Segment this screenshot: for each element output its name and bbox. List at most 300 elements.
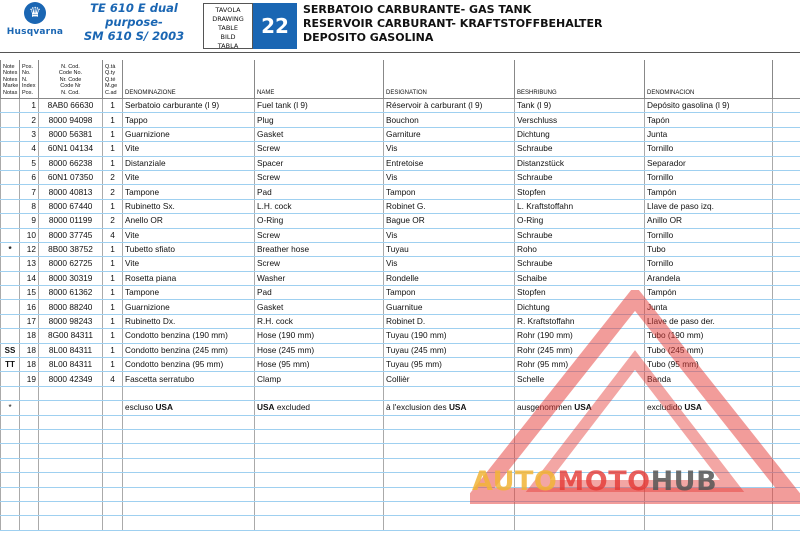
- cell-fr: Tampon: [384, 286, 515, 300]
- cell-es: Tornillo: [645, 228, 773, 242]
- cell-fr: Robinet G.: [384, 199, 515, 213]
- cell-empty: [1, 487, 20, 501]
- cell-es: Tornillo: [645, 142, 773, 156]
- cell-es: Depósito gasolina (l 9): [645, 99, 773, 113]
- cell-extra: [773, 170, 800, 184]
- cell-es: Tampón: [645, 185, 773, 199]
- cell-es: Banda: [645, 372, 773, 386]
- cell-note: [1, 214, 20, 228]
- cell-de: Tank (l 9): [515, 99, 645, 113]
- cell-en: Breather hose: [255, 242, 384, 256]
- cell-es: Llave de paso izq.: [645, 199, 773, 213]
- cell-es: Tubo (190 mm): [645, 329, 773, 343]
- footnote-en: [255, 401, 384, 415]
- cell-note: [1, 185, 20, 199]
- cell-de: Schraube: [515, 142, 645, 156]
- table-number: 22: [253, 3, 297, 49]
- col-header-extra: [773, 60, 800, 99]
- cell-note: [1, 286, 20, 300]
- table-row: [1, 300, 800, 314]
- cell-pos: 8: [20, 199, 39, 213]
- cell-en: L.H. cock: [255, 199, 384, 213]
- cell-fr: Tampon: [384, 185, 515, 199]
- spacer-row: [1, 386, 800, 400]
- col-header-italian: DENOMINAZIONE: [123, 60, 255, 99]
- cell-de: Schraube: [515, 170, 645, 184]
- cell-empty: [645, 415, 773, 429]
- cell-empty: [384, 501, 515, 515]
- cell-code: 8L00 84311: [39, 343, 103, 357]
- cell-it: Fascetta serratubo: [123, 372, 255, 386]
- blank-row: [1, 415, 800, 429]
- cell-es: Tornillo: [645, 257, 773, 271]
- cell-note: [1, 99, 20, 113]
- cell-pos: 1: [20, 99, 39, 113]
- watermark-moto: MOTO: [557, 466, 651, 497]
- table-row: [1, 314, 800, 328]
- cell-empty: [123, 429, 255, 443]
- cell-empty: [645, 516, 773, 530]
- cell-empty: [384, 386, 515, 400]
- cell-empty: [103, 415, 123, 429]
- cell-de: Schraube: [515, 228, 645, 242]
- cell-empty: [20, 444, 39, 458]
- cell-empty: [384, 415, 515, 429]
- cell-code: 60N1 04134: [39, 142, 103, 156]
- cell-es: Tubo: [645, 242, 773, 256]
- footnote-part: excludido: [647, 402, 685, 413]
- cell-extra: [773, 372, 800, 386]
- cell-de: Verschluss: [515, 113, 645, 127]
- cell-pos: 18: [20, 329, 39, 343]
- footnote-part: USA: [574, 402, 592, 413]
- cell-empty: [20, 429, 39, 443]
- cell-code: 8000 62725: [39, 257, 103, 271]
- cell-fr: Guarnitue: [384, 300, 515, 314]
- table-row: [1, 170, 800, 184]
- cell-it: Serbatoio carburante (l 9): [123, 99, 255, 113]
- cell-empty: [515, 516, 645, 530]
- title-line: DEPOSITO GASOLINA: [303, 31, 434, 44]
- cell-extra: [773, 127, 800, 141]
- cell-note: [1, 113, 20, 127]
- cell-code: 8000 94098: [39, 113, 103, 127]
- cell-it: Rosetta piana: [123, 271, 255, 285]
- cell-empty: [20, 386, 39, 400]
- cell-es: Tampón: [645, 286, 773, 300]
- col-header-english: NAME: [255, 60, 384, 99]
- table-row: [1, 271, 800, 285]
- col-header-code: N. Cod. Code No. Nr. Code Code Nr N. Cod.: [39, 60, 103, 99]
- cell-extra: [773, 300, 800, 314]
- cell-empty: [123, 473, 255, 487]
- footnote-part: USA: [155, 402, 173, 413]
- cell-note: [1, 156, 20, 170]
- blank-row: [1, 444, 800, 458]
- cell-it: Tampone: [123, 286, 255, 300]
- cell-empty: [773, 429, 800, 443]
- cell-empty: [515, 429, 645, 443]
- table-label: DRAWING: [212, 15, 244, 23]
- cell-es: Junta: [645, 300, 773, 314]
- cell-empty: [39, 458, 103, 472]
- cell-empty: [103, 429, 123, 443]
- cell-qty: 1: [103, 300, 123, 314]
- cell-en: R.H. cock: [255, 314, 384, 328]
- cell-note: TT: [1, 358, 20, 372]
- cell-empty: [384, 444, 515, 458]
- brand-name: Husqvarna: [6, 27, 64, 37]
- cell-code: 8000 37745: [39, 228, 103, 242]
- table-row: [1, 257, 800, 271]
- cell-en: Screw: [255, 142, 384, 156]
- cell-code: 8000 66238: [39, 156, 103, 170]
- footnote-part: ausgenommen: [517, 402, 575, 413]
- cell-extra: [773, 199, 800, 213]
- cell-en: Hose (245 mm): [255, 343, 384, 357]
- cell-note: [1, 170, 20, 184]
- cell-de: Schelle: [515, 372, 645, 386]
- cell-extra: [773, 329, 800, 343]
- cell-de: Distanzstück: [515, 156, 645, 170]
- cell-fr: Tuyau (95 mm): [384, 358, 515, 372]
- footnote-part: escluso: [125, 402, 156, 413]
- cell-empty: [123, 487, 255, 501]
- cell-es: Separador: [645, 156, 773, 170]
- table-row: [1, 199, 800, 213]
- cell-fr: Collièr: [384, 372, 515, 386]
- table-header-row: [1, 60, 800, 99]
- cell-extra: [773, 358, 800, 372]
- table-row: [1, 358, 800, 372]
- cell-empty: [20, 487, 39, 501]
- table-row: [1, 113, 800, 127]
- cell-empty: [103, 516, 123, 530]
- cell-en: O-Ring: [255, 214, 384, 228]
- footnote-es: [645, 401, 773, 415]
- cell-code: 8G00 84311: [39, 329, 103, 343]
- cell-pos: 5: [20, 156, 39, 170]
- cell-extra: [773, 343, 800, 357]
- blank-row: [1, 501, 800, 515]
- cell-empty: [384, 516, 515, 530]
- cell-code: 8L00 84311: [39, 358, 103, 372]
- cell-extra: [773, 314, 800, 328]
- col-header-french: DESIGNATION: [384, 60, 515, 99]
- cell-empty: [20, 516, 39, 530]
- cell-de: Rohr (245 mm): [515, 343, 645, 357]
- cell-en: Plug: [255, 113, 384, 127]
- cell-note: [1, 228, 20, 242]
- cell-en: Pad: [255, 185, 384, 199]
- cell-qty: 2: [103, 214, 123, 228]
- cell-note: [1, 257, 20, 271]
- table-label: BILD: [220, 33, 236, 41]
- cell-de: R. Kraftstoffahn: [515, 314, 645, 328]
- cell-de: Stopfen: [515, 286, 645, 300]
- cell-empty: [515, 415, 645, 429]
- cell-empty: [123, 415, 255, 429]
- cell-qty: 1: [103, 257, 123, 271]
- cell-code: 8000 61362: [39, 286, 103, 300]
- cell-es: Tubo (95 mm): [645, 358, 773, 372]
- cell-en: Screw: [255, 170, 384, 184]
- cell-empty: [384, 429, 515, 443]
- cell-qty: 1: [103, 199, 123, 213]
- cell-pos: 7: [20, 185, 39, 199]
- cell-code: 8000 42349: [39, 372, 103, 386]
- cell-empty: [20, 401, 39, 415]
- cell-empty: [20, 415, 39, 429]
- watermark-text: [472, 466, 717, 497]
- cell-qty: 2: [103, 185, 123, 199]
- cell-note: [1, 300, 20, 314]
- cell-qty: 1: [103, 286, 123, 300]
- cell-empty: [39, 487, 103, 501]
- cell-de: Rohr (190 mm): [515, 329, 645, 343]
- cell-pos: 6: [20, 170, 39, 184]
- cell-extra: [773, 142, 800, 156]
- cell-empty: [773, 415, 800, 429]
- title-line: SERBATOIO CARBURANTE- GAS TANK: [303, 3, 532, 16]
- cell-note: [1, 199, 20, 213]
- cell-en: Screw: [255, 257, 384, 271]
- cell-extra: [773, 156, 800, 170]
- cell-it: Rubinetto Sx.: [123, 199, 255, 213]
- cell-qty: 1: [103, 329, 123, 343]
- cell-en: Gasket: [255, 300, 384, 314]
- cell-en: Fuel tank (l 9): [255, 99, 384, 113]
- cell-empty: [645, 386, 773, 400]
- cell-it: Condotto benzina (245 mm): [123, 343, 255, 357]
- cell-en: Clamp: [255, 372, 384, 386]
- cell-empty: [103, 401, 123, 415]
- cell-empty: [39, 429, 103, 443]
- cell-fr: Tuyau (190 mm): [384, 329, 515, 343]
- cell-it: Vite: [123, 257, 255, 271]
- cell-it: Condotto benzina (95 mm): [123, 358, 255, 372]
- cell-extra: [773, 113, 800, 127]
- cell-empty: [123, 386, 255, 400]
- cell-pos: 17: [20, 314, 39, 328]
- cell-empty: [103, 444, 123, 458]
- footnote-part: excluded: [274, 402, 311, 413]
- cell-qty: 1: [103, 113, 123, 127]
- cell-note: *: [1, 401, 20, 415]
- cell-fr: Entretoise: [384, 156, 515, 170]
- cell-qty: 1: [103, 314, 123, 328]
- cell-en: Pad: [255, 286, 384, 300]
- table-row: [1, 99, 800, 113]
- cell-it: Vite: [123, 228, 255, 242]
- table-label: TAVOLA: [215, 6, 241, 14]
- cell-empty: [1, 429, 20, 443]
- cell-qty: 2: [103, 170, 123, 184]
- cell-empty: [773, 487, 800, 501]
- footnote-de: [515, 401, 645, 415]
- cell-empty: [103, 386, 123, 400]
- cell-qty: 1: [103, 343, 123, 357]
- cell-empty: [123, 516, 255, 530]
- cell-empty: [773, 473, 800, 487]
- footnote-part: USA: [257, 402, 275, 413]
- cell-de: Schaibe: [515, 271, 645, 285]
- cell-code: 8000 56381: [39, 127, 103, 141]
- table-label-box: [203, 3, 253, 49]
- table-row: [1, 214, 800, 228]
- cell-fr: Tuyau: [384, 242, 515, 256]
- cell-qty: 1: [103, 156, 123, 170]
- cell-pos: 4: [20, 142, 39, 156]
- cell-qty: 4: [103, 228, 123, 242]
- cell-empty: [123, 501, 255, 515]
- cell-de: L. Kraftstoffahn: [515, 199, 645, 213]
- cell-fr: Bouchon: [384, 113, 515, 127]
- cell-it: Guarnizione: [123, 300, 255, 314]
- cell-pos: 10: [20, 228, 39, 242]
- cell-empty: [20, 473, 39, 487]
- cell-code: 8000 30319: [39, 271, 103, 285]
- cell-extra: [773, 286, 800, 300]
- cell-it: Distanziale: [123, 156, 255, 170]
- col-header-pos: Pos. No. N. Index Pos.: [20, 60, 39, 99]
- cell-es: Arandela: [645, 271, 773, 285]
- table-row: [1, 329, 800, 343]
- cell-empty: [1, 444, 20, 458]
- cell-extra: [773, 99, 800, 113]
- cell-empty: [103, 458, 123, 472]
- table-row: [1, 343, 800, 357]
- cell-es: Junta: [645, 127, 773, 141]
- cell-empty: [255, 429, 384, 443]
- table-row: [1, 242, 800, 256]
- cell-de: Rohr (95 mm): [515, 358, 645, 372]
- cell-qty: 1: [103, 99, 123, 113]
- cell-es: Tubo (245 mm): [645, 343, 773, 357]
- cell-it: Tappo: [123, 113, 255, 127]
- cell-note: *: [1, 242, 20, 256]
- cell-empty: [645, 501, 773, 515]
- cell-extra: [773, 214, 800, 228]
- husqvarna-crown-icon: ♛: [24, 2, 46, 24]
- table-row: [1, 185, 800, 199]
- table-row: [1, 372, 800, 386]
- cell-note: SS: [1, 343, 20, 357]
- cell-fr: Tuyau (245 mm): [384, 343, 515, 357]
- cell-de: Roho: [515, 242, 645, 256]
- cell-empty: [773, 444, 800, 458]
- cell-empty: [39, 473, 103, 487]
- cell-empty: [255, 487, 384, 501]
- cell-qty: 1: [103, 142, 123, 156]
- cell-empty: [1, 386, 20, 400]
- cell-de: Schraube: [515, 257, 645, 271]
- cell-de: Dichtung: [515, 300, 645, 314]
- footnote-part: à l'exclusion des: [386, 402, 449, 413]
- cell-note: [1, 127, 20, 141]
- cell-pos: 2: [20, 113, 39, 127]
- cell-code: 60N1 07350: [39, 170, 103, 184]
- husqvarna-logo: [2, 2, 68, 48]
- cell-it: Condotto benzina (190 mm): [123, 329, 255, 343]
- cell-empty: [39, 415, 103, 429]
- parts-table: [0, 60, 800, 531]
- cell-note: [1, 329, 20, 343]
- cell-fr: Vis: [384, 142, 515, 156]
- cell-it: Tubetto sfiato: [123, 242, 255, 256]
- cell-empty: [103, 473, 123, 487]
- cell-note: [1, 271, 20, 285]
- cell-empty: [20, 458, 39, 472]
- cell-it: Guarnizione: [123, 127, 255, 141]
- cell-empty: [255, 516, 384, 530]
- cell-pos: 18: [20, 343, 39, 357]
- cell-es: Tapón: [645, 113, 773, 127]
- cell-pos: 19: [20, 372, 39, 386]
- model-title: [70, 1, 198, 43]
- cell-empty: [645, 429, 773, 443]
- cell-es: Tornillo: [645, 170, 773, 184]
- cell-empty: [773, 386, 800, 400]
- table-label: TABLA: [217, 42, 239, 50]
- cell-empty: [255, 444, 384, 458]
- cell-de: Stopfen: [515, 185, 645, 199]
- col-header-spanish: DENOMINACION: [645, 60, 773, 99]
- cell-empty: [773, 501, 800, 515]
- table-row: [1, 286, 800, 300]
- cell-empty: [39, 516, 103, 530]
- cell-note: [1, 314, 20, 328]
- cell-fr: Bague OR: [384, 214, 515, 228]
- cell-pos: 14: [20, 271, 39, 285]
- cell-empty: [515, 501, 645, 515]
- cell-fr: Réservoir à carburant (l 9): [384, 99, 515, 113]
- cell-empty: [515, 386, 645, 400]
- cell-empty: [773, 516, 800, 530]
- cell-empty: [1, 458, 20, 472]
- cell-empty: [1, 415, 20, 429]
- cell-code: 8000 01199: [39, 214, 103, 228]
- cell-empty: [255, 473, 384, 487]
- cell-qty: 1: [103, 127, 123, 141]
- cell-es: Anillo OR: [645, 214, 773, 228]
- cell-pos: 18: [20, 358, 39, 372]
- cell-empty: [645, 444, 773, 458]
- table-row: [1, 228, 800, 242]
- cell-code: 8000 98243: [39, 314, 103, 328]
- model-line: purpose-: [105, 15, 163, 29]
- col-header-german: BESHRIBUNG: [515, 60, 645, 99]
- watermark-hub: HUB: [650, 466, 718, 497]
- cell-empty: [515, 444, 645, 458]
- cell-code: 8000 88240: [39, 300, 103, 314]
- cell-en: Gasket: [255, 127, 384, 141]
- watermark-auto: AUTO: [472, 466, 558, 497]
- cell-fr: Vis: [384, 228, 515, 242]
- cell-note: [1, 372, 20, 386]
- cell-extra: [773, 257, 800, 271]
- cell-en: Screw: [255, 228, 384, 242]
- cell-extra: [773, 242, 800, 256]
- cell-en: Hose (95 mm): [255, 358, 384, 372]
- cell-pos: 15: [20, 286, 39, 300]
- cell-de: O-Ring: [515, 214, 645, 228]
- table-row: [1, 156, 800, 170]
- cell-empty: [255, 458, 384, 472]
- cell-de: Dichtung: [515, 127, 645, 141]
- cell-empty: [1, 473, 20, 487]
- cell-empty: [39, 401, 103, 415]
